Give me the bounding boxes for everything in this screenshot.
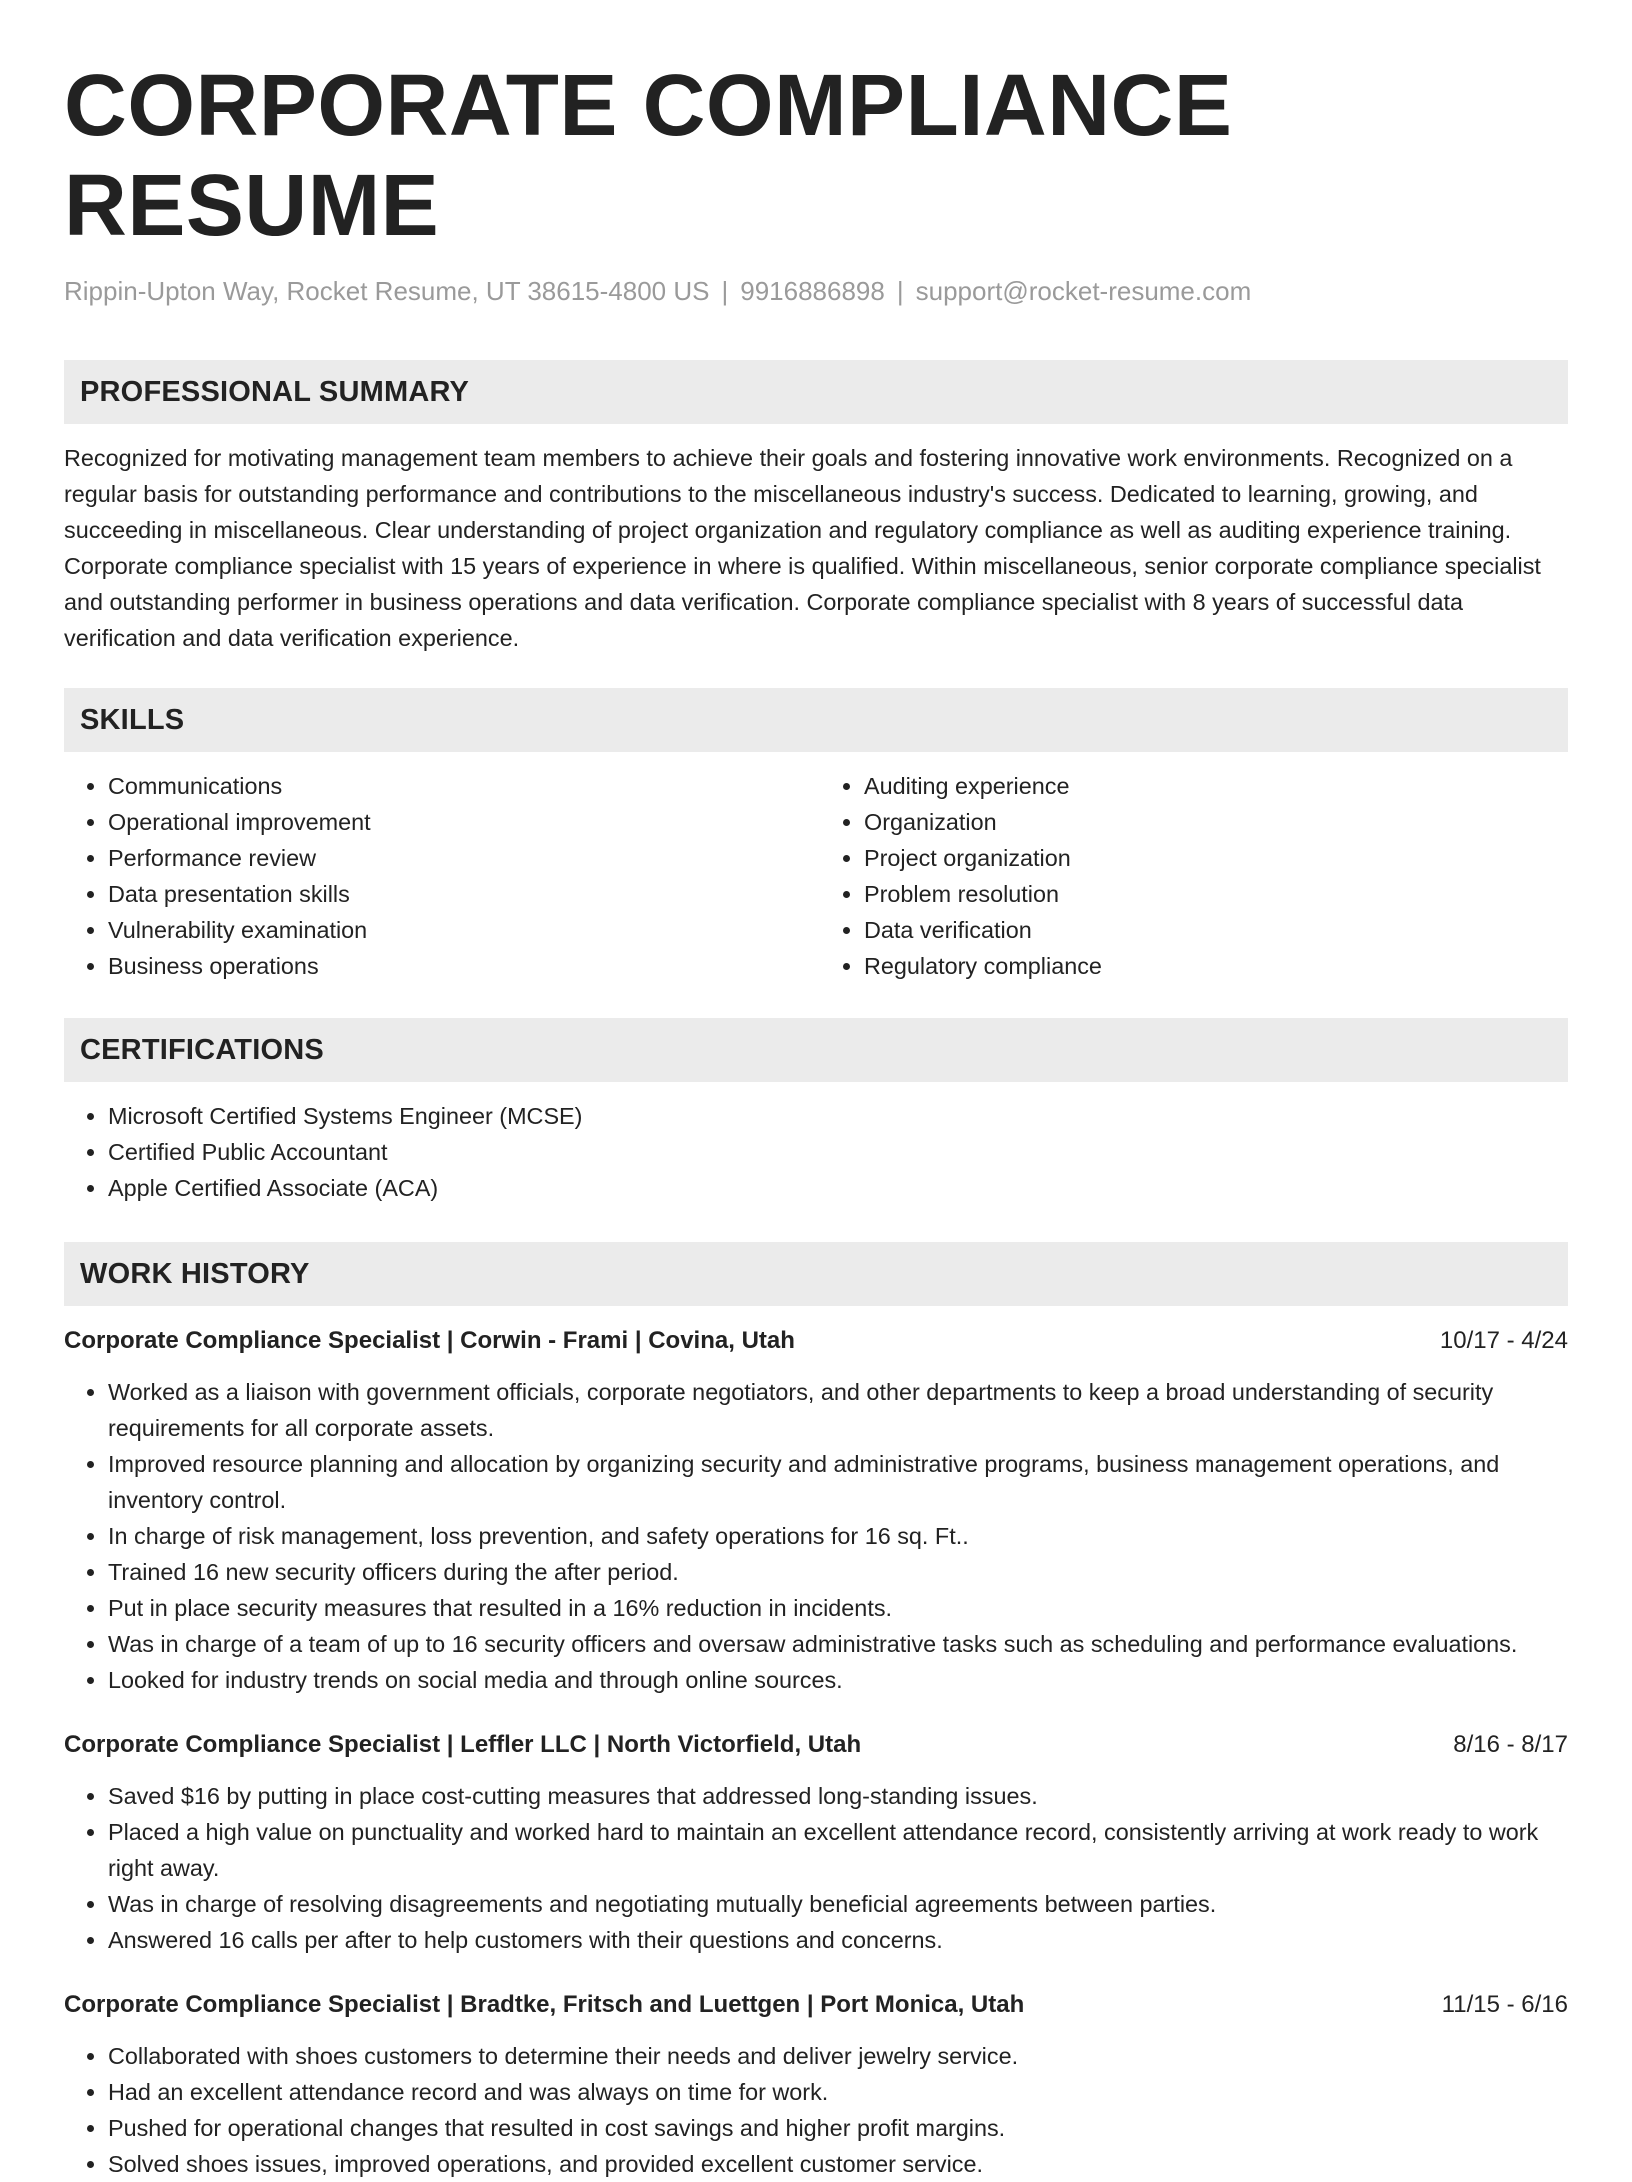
job-title: Corporate Compliance Specialist | Leffler LLC | North Victorfield, Utah xyxy=(64,1731,862,1758)
job-title: Corporate Compliance Specialist | Corwin - Frami | Covina, Utah xyxy=(64,1327,795,1354)
contact-separator: | xyxy=(721,276,729,306)
job-bullet: • Was in charge of resolving disagreements and negotiating mutually beneficial agreements between parties. xyxy=(108,1886,1568,1922)
skill-item: • Auditing experience xyxy=(864,768,1568,804)
job-bullets xyxy=(64,2038,1568,2182)
job-bullet: • Had an excellent attendance record and was always on time for work. xyxy=(108,2074,1568,2110)
certifications-section xyxy=(64,1018,1568,1206)
contact-line xyxy=(64,274,1568,308)
skill-item: • Data verification xyxy=(864,912,1568,948)
job-dates: 11/15 - 6/16 xyxy=(1441,1991,1568,2018)
skill-item: • Problem resolution xyxy=(864,876,1568,912)
job-header xyxy=(64,1988,1568,2022)
work-history-heading: WORK HISTORY xyxy=(64,1242,1568,1306)
job-bullet: • Collaborated with shoes customers to determine their needs and deliver jewelry service. xyxy=(108,2038,1568,2074)
certifications-heading: CERTIFICATIONS xyxy=(64,1018,1568,1082)
certifications-list xyxy=(64,1098,1568,1206)
job-bullet: • Trained 16 new security officers during the after period. xyxy=(108,1554,1568,1590)
job-dates: 8/16 - 8/17 xyxy=(1453,1731,1568,1758)
skill-item: • Organization xyxy=(864,804,1568,840)
skill-item: • Data presentation skills xyxy=(108,876,812,912)
job-header xyxy=(64,1728,1568,1762)
skill-item: • Performance review xyxy=(108,840,812,876)
contact-address: Rippin-Upton Way, Rocket Resume, UT 38615-4800 US xyxy=(64,276,710,306)
contact-phone: 9916886898 xyxy=(740,276,885,306)
job-bullets xyxy=(64,1778,1568,1958)
certification-item: • Microsoft Certified Systems Engineer (MCSE) xyxy=(108,1098,1568,1134)
skills-list-left xyxy=(64,768,812,984)
skills-heading: SKILLS xyxy=(64,688,1568,752)
job-entry xyxy=(64,1988,1568,2182)
certification-item: • Apple Certified Associate (ACA) xyxy=(108,1170,1568,1206)
skills-list-right xyxy=(812,768,1568,984)
skill-item: • Operational improvement xyxy=(108,804,812,840)
job-bullet: • Solved shoes issues, improved operations, and provided excellent customer service. xyxy=(108,2146,1568,2182)
job-bullet: • Worked as a liaison with government officials, corporate negotiators, and other departments to keep a broad understanding of security requirements for all corporate assets. xyxy=(108,1374,1568,1446)
job-entry xyxy=(64,1324,1568,1698)
job-dates: 10/17 - 4/24 xyxy=(1439,1327,1568,1354)
contact-separator: | xyxy=(896,276,904,306)
job-entry xyxy=(64,1728,1568,1958)
summary-text: Recognized for motivating management team members to achieve their goals and fostering innovative work environments. Recognized on a regular basis for outstanding performance and contributions to the miscellaneous industry's success. Dedicated to learning, growing, and succeeding in miscellaneous. Clear understanding of project organization and regulatory compliance as well as auditing experience training. Corporate compliance specialist with 15 years of experience in where is qualified. Within miscellaneous, senior corporate compliance specialist and outstanding performer in business operations and data verification. Corporate compliance specialist with 8 years of successful data verification and data verification experience. xyxy=(64,445,1541,651)
job-bullet: • Saved $16 by putting in place cost-cutting measures that addressed long-standing issues. xyxy=(108,1778,1568,1814)
job-bullet: • Put in place security measures that resulted in a 16% reduction in incidents. xyxy=(108,1590,1568,1626)
job-bullet: • Placed a high value on punctuality and worked hard to maintain an excellent attendance record, consistently arriving at work ready to work right away. xyxy=(108,1814,1568,1886)
contact-email: support@rocket-resume.com xyxy=(915,276,1252,306)
job-bullet: • Answered 16 calls per after to help customers with their questions and concerns. xyxy=(108,1922,1568,1958)
job-bullet: • In charge of risk management, loss prevention, and safety operations for 16 sq. Ft.. xyxy=(108,1518,1568,1554)
job-header xyxy=(64,1324,1568,1358)
summary-heading: PROFESSIONAL SUMMARY xyxy=(64,360,1568,424)
job-bullet: • Was in charge of a team of up to 16 security officers and oversaw administrative tasks such as scheduling and performance evaluations. xyxy=(108,1626,1568,1662)
job-bullet: • Pushed for operational changes that resulted in cost savings and higher profit margins. xyxy=(108,2110,1568,2146)
skill-item: • Project organization xyxy=(864,840,1568,876)
job-bullet: • Looked for industry trends on social media and through online sources. xyxy=(108,1662,1568,1698)
job-title: Corporate Compliance Specialist | Bradtke, Fritsch and Luettgen | Port Monica, Utah xyxy=(64,1991,1025,2018)
skill-item: • Communications xyxy=(108,768,812,804)
skills-columns xyxy=(64,768,1568,984)
skills-section xyxy=(64,688,1568,984)
skill-item: • Business operations xyxy=(108,948,812,984)
resume-title: CORPORATE COMPLIANCE RESUME xyxy=(64,57,1233,254)
skill-item: • Vulnerability examination xyxy=(108,912,812,948)
resume-page xyxy=(64,0,1568,2182)
skill-item: • Regulatory compliance xyxy=(864,948,1568,984)
job-bullets xyxy=(64,1374,1568,1698)
summary-section xyxy=(64,360,1568,656)
work-history-section xyxy=(64,1242,1568,2182)
certification-item: • Certified Public Accountant xyxy=(108,1134,1568,1170)
job-bullet: • Improved resource planning and allocation by organizing security and administrative programs, business management operations, and inventory control. xyxy=(108,1446,1568,1518)
